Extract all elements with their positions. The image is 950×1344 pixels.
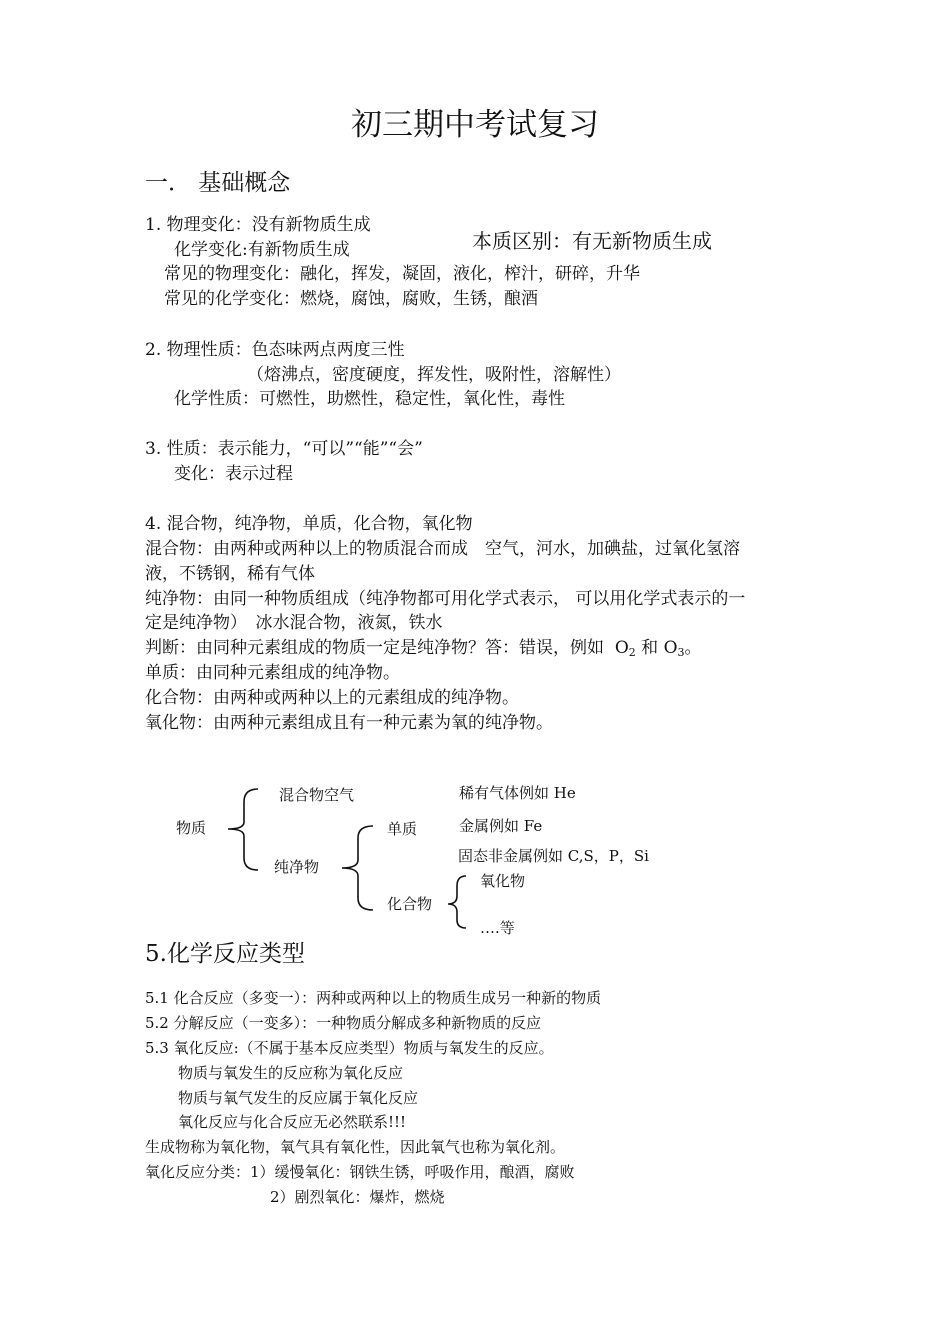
section-heading-reaction-types: 5.化学反应类型 <box>145 941 305 967</box>
diagram-root-substance: 物质 <box>176 819 207 837</box>
diagram-noble-gas: 稀有气体例如 He <box>459 784 576 802</box>
bracket-substance <box>228 789 258 870</box>
section5-line9: 2）剧烈氧化：爆炸，燃烧 <box>270 1188 445 1206</box>
item2-line2: （熔沸点，密度硬度，挥发性，吸附性，溶解性） <box>247 365 621 385</box>
item1-side-note: 本质区别：有无新物质生成 <box>472 229 712 253</box>
item1-line2: 化学变化:有新物质生成 <box>174 240 350 260</box>
bracket-pure <box>342 826 373 910</box>
section5-line4: 物质与氧发生的反应称为氧化反应 <box>178 1064 404 1082</box>
diagram-element: 单质 <box>387 820 418 838</box>
diagram-metal: 金属例如 Fe <box>459 817 543 835</box>
section5-line7: 生成物称为氧化物，氧气具有氧化性，因此氧气也称为氧化剂。 <box>145 1138 566 1156</box>
item4-line6-end: 。 <box>684 638 702 658</box>
diagram-compound: 化合物 <box>387 895 433 913</box>
section5-line6: 氧化反应与化合反应无必然联系!!! <box>178 1113 407 1131</box>
section5-line2: 5.2 分解反应（一变多）：一种物质分解成多种新物质的反应 <box>145 1014 542 1032</box>
bracket-compound <box>448 876 466 928</box>
diagram-etc: ….等 <box>480 919 515 937</box>
diagram-pure: 纯净物 <box>274 858 320 876</box>
item4-line8: 化合物：由两种或两种以上的元素组成的纯净物。 <box>145 688 519 708</box>
item2-line3: 化学性质：可燃性，助燃性，稳定性，氧化性，毒性 <box>174 389 565 409</box>
page-title: 初三期中考试复习 <box>351 107 599 143</box>
item4-line1: 4. 混合物，纯净物，单质，化合物，氧化物 <box>145 514 473 534</box>
item3-line2: 变化：表示过程 <box>174 464 293 484</box>
section5-line8: 氧化反应分类：1）缓慢氧化：钢铁生锈，呼吸作用，酿酒，腐败 <box>145 1163 575 1181</box>
diagram-mixture: 混合物空气 <box>279 786 355 804</box>
formula-o3: $O_3$ <box>663 638 685 659</box>
item4-line2: 混合物：由两种或两种以上的物质混合而成 空气，河水，加碘盐，过氧化氢溶 <box>145 539 740 559</box>
item1-line1: 1. 物理变化：没有新物质生成 <box>145 215 371 235</box>
formula-o2: $O_2$ <box>614 638 636 659</box>
section5-line5: 物质与氧气发生的反应属于氧化反应 <box>178 1089 419 1107</box>
item4-line7: 单质：由同种元素组成的纯净物。 <box>145 663 400 683</box>
section5-line1: 5.1 化合反应（多变一）：两种或两种以上的物质生成另一种新的物质 <box>145 989 602 1007</box>
item4-line4: 纯净物：由同一种物质组成（纯净物都可用化学式表示， 可以用化学式表示的一 <box>145 589 746 609</box>
item2-line1: 2. 物理性质：色态味两点两度三性 <box>145 340 405 360</box>
item4-line6-text: 判断：由同种元素组成的物质一定是纯净物？答：错误，例如 <box>145 638 604 658</box>
item4-line5: 定是纯净物） 冰水混合物，液氮，铁水 <box>145 613 443 633</box>
item1-line3: 常见的物理变化：融化，挥发，凝固，液化，榨汁，研碎，升华 <box>164 264 640 284</box>
item4-line6 <box>145 640 702 657</box>
diagram-nonmetal: 固态非金属例如 C,S，P，Si <box>458 847 649 865</box>
item1-line4: 常见的化学变化：燃烧，腐蚀，腐败，生锈，酿酒 <box>164 289 538 309</box>
section5-line3: 5.3 氧化反应:（不属于基本反应类型）物质与氧发生的反应。 <box>145 1039 554 1057</box>
section-heading-basic-concepts: 一． 基础概念 <box>145 170 291 196</box>
diagram-oxide: 氧化物 <box>480 872 526 890</box>
item4-line9: 氧化物：由两种元素组成且有一种元素为氧的纯净物。 <box>145 713 553 733</box>
item3-line1: 3. 性质：表示能力，“可以”“能”“会” <box>145 439 423 459</box>
item4-line3: 液，不锈钢，稀有气体 <box>145 564 315 584</box>
item4-line6-and: 和 <box>641 638 659 658</box>
